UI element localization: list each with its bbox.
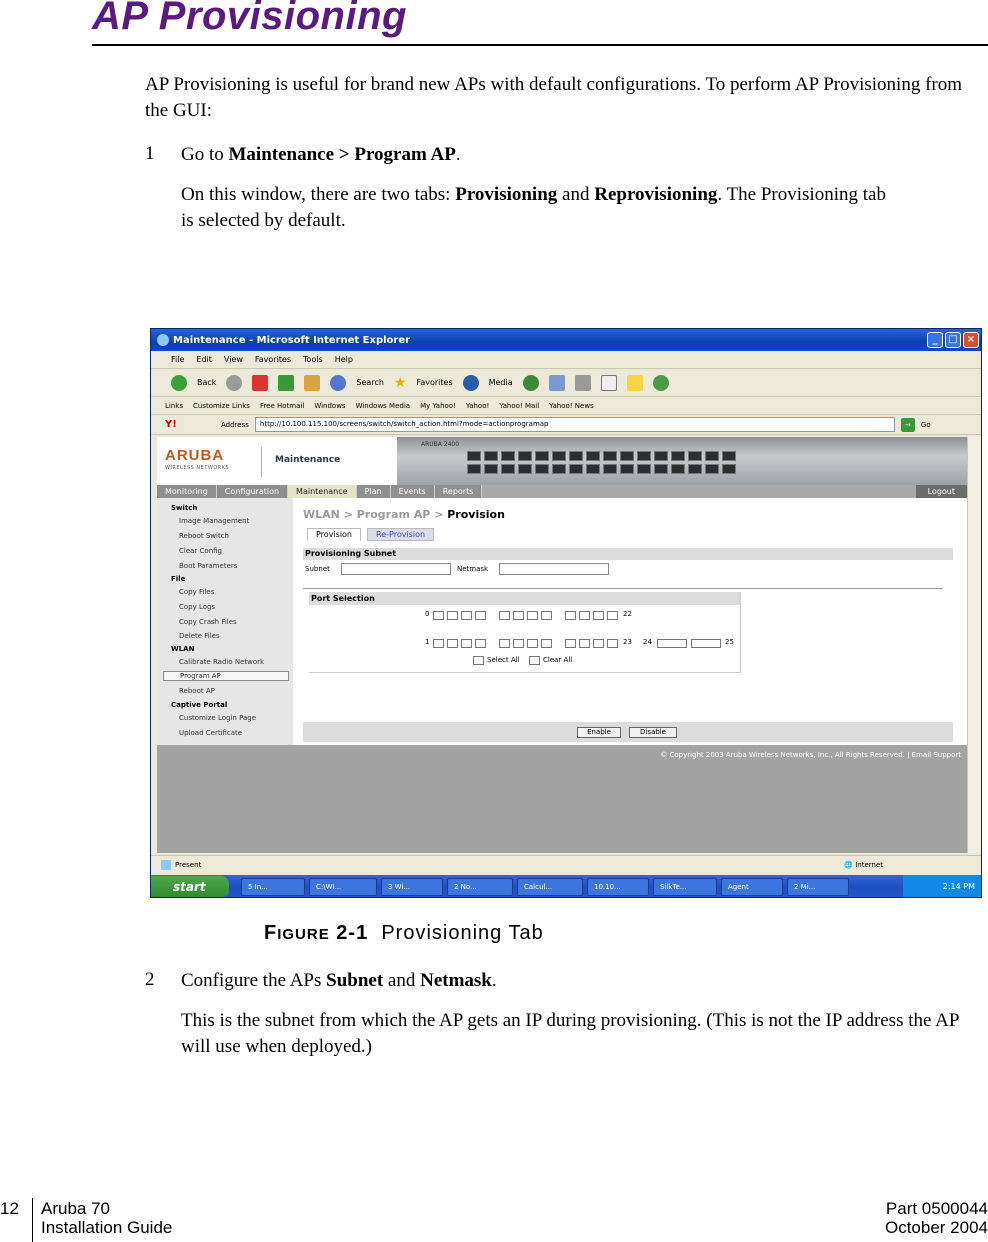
subnet-label: Subnet — [305, 565, 330, 573]
link-yahoo-news[interactable]: Yahoo! News — [549, 401, 594, 410]
step-1-detail-a: On this window, there are two tabs: — [181, 184, 456, 205]
ie-icon — [157, 334, 169, 346]
select-all-checkbox[interactable] — [473, 656, 484, 665]
port-selection-header: Port Selection — [309, 592, 740, 605]
menu-bar — [151, 351, 981, 369]
address-bar — [151, 415, 981, 435]
window-titlebar — [151, 329, 981, 351]
tab-reports[interactable]: Reports — [435, 485, 483, 498]
stop-icon[interactable] — [252, 375, 268, 391]
provisioning-subnet-header: Provisioning Subnet — [303, 548, 953, 560]
tab-monitoring[interactable]: Monitoring — [157, 485, 217, 498]
sidebar-section-captive-portal: Captive Portal — [171, 701, 228, 709]
breadcrumb — [303, 508, 505, 521]
favorites-button[interactable]: Favorites — [416, 378, 453, 387]
step-2-bold-netmask: Netmask — [420, 970, 492, 991]
sidebar-item-reboot-ap[interactable]: Reboot AP — [179, 687, 215, 695]
switch-image — [397, 437, 967, 485]
sidebar-item-customize-login[interactable]: Customize Login Page — [179, 714, 257, 722]
star-icon[interactable]: ★ — [393, 374, 407, 391]
menu-edit[interactable]: Edit — [196, 355, 212, 364]
step-2-and: and — [383, 970, 421, 991]
sidebar-item-copy-logs[interactable]: Copy Logs — [179, 603, 216, 611]
port-checkbox[interactable] — [499, 611, 510, 620]
link-my-yahoo[interactable]: My Yahoo! — [420, 401, 456, 410]
task-item[interactable]: 2 No... — [447, 878, 513, 896]
links-bar — [151, 397, 981, 415]
address-input[interactable]: http://10.100.115.100/screens/switch/switch_action.html?mode=actionprogramap — [255, 417, 895, 432]
clock: 2:14 PM — [942, 882, 975, 891]
footer-page-number: 12 — [0, 1199, 19, 1218]
step-1-text — [181, 142, 961, 168]
banner-divider — [261, 447, 262, 477]
figure-screenshot — [150, 328, 982, 898]
port-checkbox[interactable] — [579, 611, 590, 620]
port-checkbox[interactable] — [447, 639, 458, 648]
figure-caption — [264, 922, 544, 945]
port-checkbox[interactable] — [513, 611, 524, 620]
port-checkbox[interactable] — [593, 639, 604, 648]
yahoo-icon[interactable]: Y! — [165, 419, 177, 430]
main-nav — [157, 485, 967, 498]
tab-plan[interactable]: Plan — [357, 485, 391, 498]
port-checkbox[interactable] — [565, 639, 576, 648]
link-customize[interactable]: Customize Links — [192, 401, 250, 410]
footer-doc: Installation Guide — [41, 1218, 173, 1237]
step-1-prefix: Go to — [181, 144, 229, 165]
menu-help[interactable]: Help — [334, 355, 353, 364]
clear-all-checkbox[interactable] — [529, 656, 540, 665]
port-checkbox[interactable] — [607, 639, 618, 648]
forward-icon[interactable] — [226, 375, 242, 391]
port-label-1: 1 — [425, 638, 430, 646]
netmask-label: Netmask — [457, 565, 489, 573]
step-2-text — [181, 968, 961, 994]
port-checkbox[interactable] — [565, 611, 576, 620]
port-checkbox[interactable] — [541, 611, 552, 620]
port-checkbox[interactable] — [607, 611, 618, 620]
step-2-bold-subnet: Subnet — [326, 970, 384, 991]
page-icon — [161, 860, 171, 870]
vertical-scrollbar[interactable] — [967, 437, 981, 853]
section-divider — [303, 588, 943, 589]
tab-re-provision[interactable]: Re-Provision — [367, 528, 434, 541]
menu-favorites[interactable]: Favorites — [254, 355, 292, 364]
search-button[interactable]: Search — [356, 378, 384, 387]
step-1-detail-bold1: Provisioning — [455, 184, 558, 205]
port-checkbox[interactable] — [475, 611, 486, 620]
toolbar — [151, 369, 981, 397]
history-icon[interactable] — [523, 375, 539, 391]
port-checkbox[interactable] — [527, 639, 538, 648]
link-windows-media[interactable]: Windows Media — [355, 401, 411, 410]
sidebar-item-upload-certificate[interactable]: Upload Certificate — [179, 729, 243, 737]
task-item[interactable]: 3 Wi... — [381, 878, 443, 896]
port-checkbox[interactable] — [579, 639, 590, 648]
task-item[interactable]: SilkTe... — [653, 878, 717, 896]
internet-zone: 🌐 Internet — [844, 860, 883, 869]
tab-provision[interactable]: Provision — [307, 528, 361, 541]
port-checkbox[interactable] — [433, 611, 444, 620]
sidebar-section-file: File — [171, 575, 186, 583]
port-checkbox[interactable] — [433, 639, 444, 648]
start-button[interactable]: start — [151, 876, 229, 898]
port-label-22: 22 — [623, 610, 632, 618]
switch-label: ARUBA 2400 — [421, 441, 460, 448]
netmask-input[interactable] — [499, 563, 609, 575]
step-1-detail — [181, 182, 901, 234]
banner — [157, 437, 967, 485]
task-item[interactable]: 5 In... — [241, 878, 305, 896]
select-all-label: Select All — [487, 656, 520, 664]
tab-events[interactable]: Events — [391, 485, 435, 498]
sidebar-item-clear-config[interactable]: Clear Config — [179, 547, 222, 555]
subtabs — [307, 528, 434, 541]
aruba-logo: ARUBA — [165, 447, 225, 464]
task-item[interactable]: C:\WI... — [309, 878, 377, 896]
banner-title: Maintenance — [275, 455, 341, 465]
aruba-logo-sub: WIRELESS NETWORKS — [165, 465, 230, 471]
window-title: Maintenance - Microsoft Internet Explorer — [173, 334, 411, 346]
port-checkbox[interactable] — [475, 639, 486, 648]
back-icon[interactable] — [171, 375, 187, 391]
port-checkbox[interactable] — [513, 639, 524, 648]
sidebar-item-copy-files[interactable]: Copy Files — [179, 588, 215, 596]
media-button[interactable]: Media — [488, 378, 513, 387]
home-icon[interactable] — [304, 375, 320, 391]
step-1-number: 1 — [145, 143, 155, 164]
port-label-23: 23 — [623, 638, 632, 646]
link-yahoo[interactable]: Yahoo! — [465, 401, 490, 410]
address-label: Address — [221, 420, 249, 429]
link-windows[interactable]: Windows — [314, 401, 346, 410]
messenger-icon[interactable] — [653, 375, 669, 391]
port-checkbox[interactable] — [541, 639, 552, 648]
go-button[interactable]: Go — [920, 420, 931, 429]
logout-button[interactable]: Logout — [916, 485, 967, 498]
switch-ports — [467, 451, 736, 474]
caption-igure: IGURE — [277, 926, 330, 943]
footer-date: October 2004 — [884, 1218, 988, 1237]
sidebar-item-program-ap[interactable]: Program AP — [163, 671, 289, 681]
enable-button[interactable]: Enable — [577, 727, 621, 738]
subnet-input[interactable] — [341, 563, 451, 575]
system-tray — [903, 875, 982, 898]
mail-icon[interactable] — [549, 375, 565, 391]
task-item[interactable]: Agent — [721, 878, 783, 896]
sidebar — [157, 498, 293, 745]
breadcrumb-path[interactable]: WLAN > Program AP > — [303, 508, 448, 521]
sidebar-item-copy-crash-files[interactable]: Copy Crash Files — [179, 618, 237, 626]
step-2-detail: This is the subnet from which the AP gets an IP during provisioning. (This is not the IP address the AP will use when deployed.) — [181, 1010, 959, 1057]
web-page — [157, 437, 967, 853]
port-selection — [309, 592, 741, 673]
footer-product: Aruba 70 — [41, 1199, 110, 1218]
sidebar-item-delete-files[interactable]: Delete Files — [179, 632, 220, 640]
step-2-number: 2 — [145, 969, 155, 990]
clear-all-label: Clear All — [543, 656, 573, 664]
step-2-suffix: . — [491, 970, 497, 991]
back-button[interactable]: Back — [197, 378, 217, 387]
maximize-icon[interactable]: □ — [945, 332, 961, 348]
taskbar — [151, 875, 982, 898]
port-25-box[interactable] — [691, 639, 721, 648]
notes-icon[interactable] — [627, 375, 643, 391]
word-icon[interactable] — [601, 375, 617, 391]
action-bar — [303, 722, 953, 742]
task-item[interactable]: 2 Mi... — [787, 878, 849, 896]
sidebar-item-image-management[interactable]: Image Management — [179, 517, 250, 525]
step-1-menu-path: Maintenance > Program AP — [228, 144, 456, 165]
port-checkbox[interactable] — [527, 611, 538, 620]
port-checkbox[interactable] — [593, 611, 604, 620]
print-icon[interactable] — [575, 375, 591, 391]
main-content — [293, 498, 967, 745]
step-1-suffix: . — [455, 144, 461, 165]
breadcrumb-current: Provision — [447, 508, 505, 521]
port-checkbox[interactable] — [461, 611, 472, 620]
step-1-detail-bold2: Reprovisioning — [594, 184, 718, 205]
port-checkbox[interactable] — [499, 639, 510, 648]
footer-part: Part 0500044 — [885, 1199, 988, 1218]
minimize-icon[interactable]: _ — [927, 332, 943, 348]
refresh-icon[interactable] — [278, 375, 294, 391]
page-footer — [157, 745, 967, 853]
sidebar-item-calibrate-radio[interactable]: Calibrate Radio Network — [179, 658, 265, 666]
port-label-25: 25 — [725, 638, 734, 646]
step-1-detail-and: and — [557, 184, 595, 205]
port-label-24: 24 — [643, 638, 652, 646]
step-2-prefix: Configure the APs — [181, 970, 327, 991]
intro-paragraph: AP Provisioning is useful for brand new APs with default configurations. To perform AP Provisioning from the GUI: — [145, 74, 963, 121]
close-icon[interactable]: × — [963, 332, 979, 348]
caption-f: F — [264, 922, 278, 944]
port-checkbox[interactable] — [447, 611, 458, 620]
zone-label: Internet — [855, 860, 883, 869]
port-checkbox[interactable] — [461, 639, 472, 648]
sidebar-section-switch: Switch — [171, 504, 198, 512]
task-item[interactable]: Calcul... — [517, 878, 583, 896]
search-icon[interactable] — [330, 375, 346, 391]
copyright-text: © Copyright 2003 Aruba Wireless Networks, Inc., All Rights Reserved. | Email Support — [660, 751, 961, 759]
tab-maintenance[interactable]: Maintenance — [288, 485, 357, 498]
sidebar-item-reboot-switch[interactable]: Reboot Switch — [179, 532, 229, 540]
caption-number: 2-1 — [329, 922, 369, 944]
footer-divider — [32, 1198, 33, 1242]
step-1-detail-b: . The Provisioning tab is selected by default. — [181, 184, 886, 231]
status-bar — [151, 855, 982, 873]
go-icon[interactable]: → — [901, 418, 915, 432]
menu-tools[interactable]: Tools — [303, 355, 323, 364]
link-yahoo-mail[interactable]: Yahoo! Mail — [499, 401, 540, 410]
task-item[interactable]: 10.10... — [587, 878, 649, 896]
menu-view[interactable]: View — [223, 355, 243, 364]
port-24-box[interactable] — [657, 639, 687, 648]
media-icon[interactable] — [463, 375, 479, 391]
menu-file[interactable]: File — [171, 355, 185, 364]
sidebar-section-wlan: WLAN — [171, 645, 195, 653]
title-rule — [92, 44, 988, 46]
port-label-0: 0 — [425, 610, 430, 618]
status-text: Present — [175, 860, 202, 869]
link-hotmail[interactable]: Free Hotmail — [259, 401, 305, 410]
sidebar-item-boot-parameters[interactable]: Boot Parameters — [179, 562, 238, 570]
caption-text: Provisioning Tab — [381, 922, 544, 944]
disable-button[interactable]: Disable — [629, 727, 677, 738]
tab-configuration[interactable]: Configuration — [217, 485, 288, 498]
links-label: Links — [165, 401, 183, 410]
page-title: AP Provisioning — [92, 0, 407, 38]
